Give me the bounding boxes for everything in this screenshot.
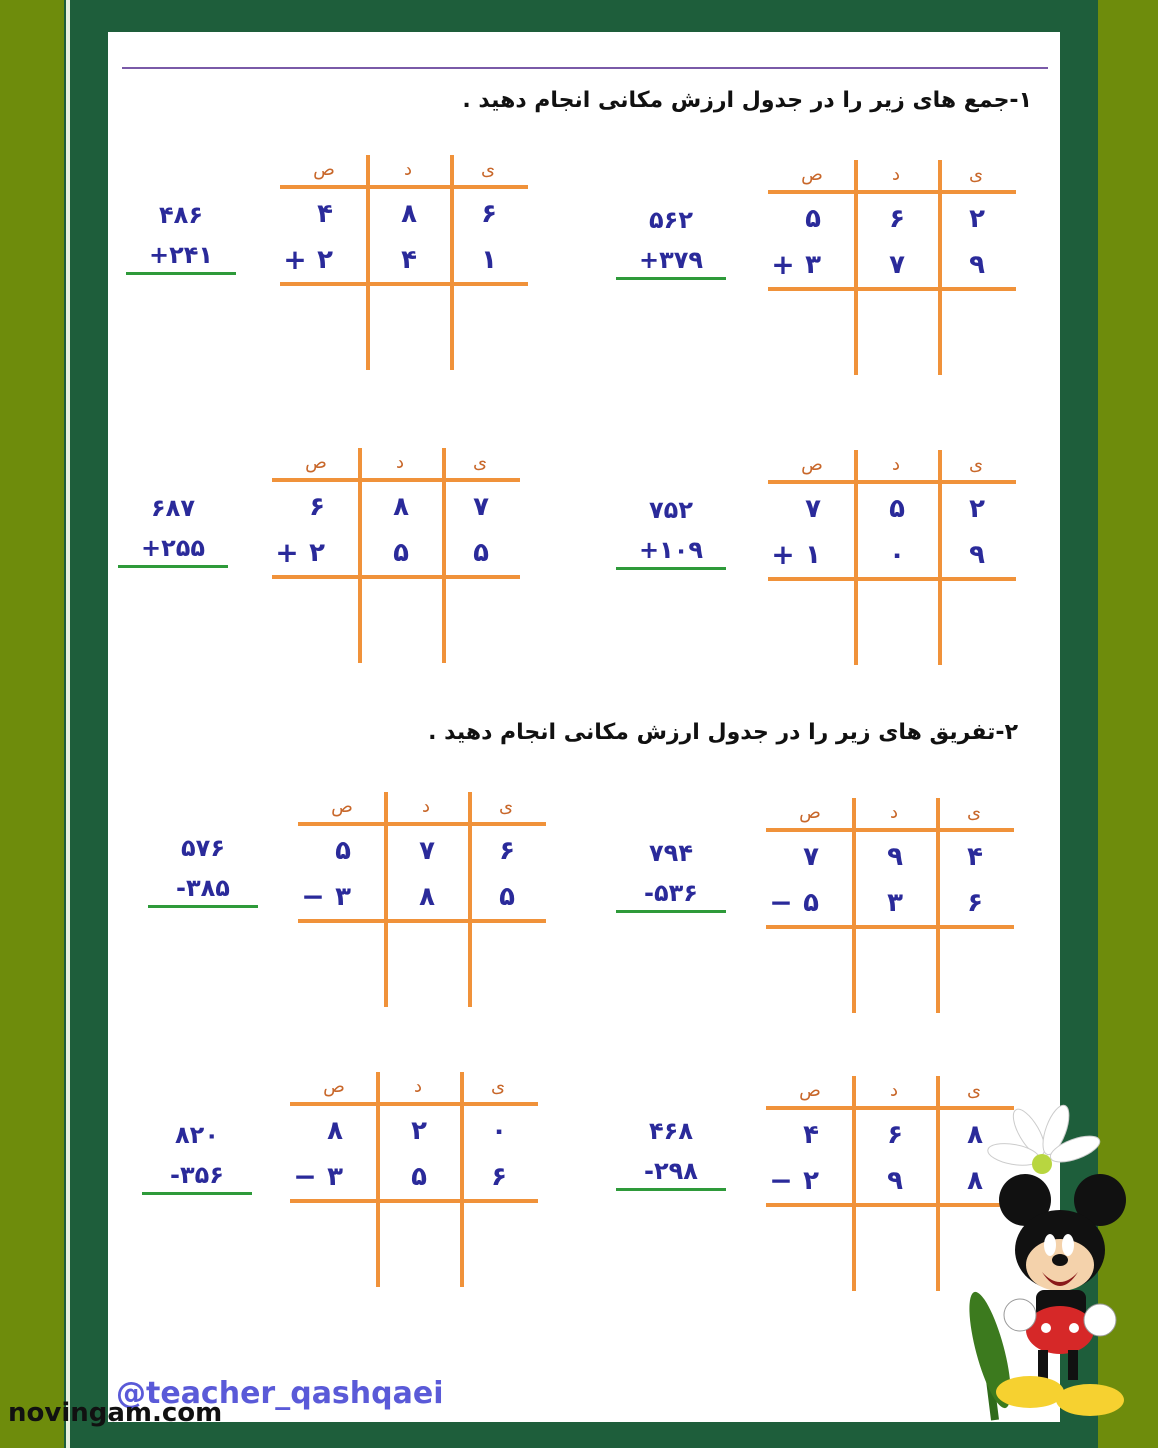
table-sum-line xyxy=(290,1199,538,1203)
top-rule xyxy=(122,67,1048,69)
top-digit: ۵ xyxy=(805,204,821,234)
place-value-table xyxy=(290,1072,540,1292)
table-sum-line xyxy=(280,282,528,286)
place-value-table xyxy=(272,448,522,668)
column-label-hundreds: ص xyxy=(801,454,823,475)
table-header-line xyxy=(290,1102,538,1106)
answer-row-blank[interactable] xyxy=(768,292,1016,372)
bottom-digit: ۱ xyxy=(805,540,821,570)
problem-underline xyxy=(142,1192,252,1195)
vertical-problem xyxy=(616,1116,726,1186)
column-label-ones: ی xyxy=(480,159,496,180)
top-digit: ۸ xyxy=(393,492,409,522)
bottom-digit: ۲ xyxy=(317,245,333,275)
frame-edge-line xyxy=(66,0,70,1448)
top-digit: ۲ xyxy=(969,494,985,524)
plus-sign: + xyxy=(771,248,795,281)
top-digit: ۷ xyxy=(803,842,819,872)
bottom-digit: ۱ xyxy=(481,245,497,275)
problem-bottom-number: -۲۹۸ xyxy=(644,1157,698,1185)
top-digit: ۲ xyxy=(411,1116,427,1146)
vertical-problem xyxy=(616,495,726,565)
top-digit: ۰ xyxy=(491,1116,507,1146)
column-label-ones: ی xyxy=(966,1080,982,1101)
answer-row-blank[interactable] xyxy=(298,924,546,1004)
top-digit: ۶ xyxy=(481,199,497,229)
place-value-table xyxy=(766,798,1016,1018)
top-digit: ۴ xyxy=(967,842,983,872)
column-label-tens: د xyxy=(421,796,430,817)
column-label-tens: د xyxy=(403,159,412,180)
top-digit: ۴ xyxy=(317,199,333,229)
column-label-hundreds: ص xyxy=(331,796,353,817)
bottom-digit: ۸ xyxy=(419,882,435,912)
table-sum-line xyxy=(298,919,546,923)
top-digit: ۹ xyxy=(887,842,903,872)
column-label-ones: ی xyxy=(968,454,984,475)
column-label-tens: د xyxy=(891,454,900,475)
table-header-line xyxy=(280,185,528,189)
table-sum-line xyxy=(768,577,1016,581)
problem-top-number: ۶۸۷ xyxy=(151,494,195,522)
bottom-digit: ۳ xyxy=(805,250,821,280)
table-header-line xyxy=(272,478,520,482)
problem-bottom-number: +۳۷۹ xyxy=(638,246,704,274)
bottom-digit: ۹ xyxy=(887,1166,903,1196)
column-label-tens: د xyxy=(889,802,898,823)
top-digit: ۷ xyxy=(805,494,821,524)
daisy-flower-icon xyxy=(986,1102,1103,1174)
bottom-digit: ۲ xyxy=(803,1166,819,1196)
bottom-digit: ۵ xyxy=(473,538,489,568)
column-label-ones: ی xyxy=(490,1076,506,1097)
column-label-hundreds: ص xyxy=(799,802,821,823)
problem-bottom-number: -۵۳۶ xyxy=(644,879,698,907)
bottom-digit: ۹ xyxy=(969,250,985,280)
minus-sign: − xyxy=(769,886,793,919)
answer-row-blank[interactable] xyxy=(272,580,520,660)
vertical-problem xyxy=(126,200,236,270)
column-label-hundreds: ص xyxy=(799,1080,821,1101)
plus-sign: + xyxy=(283,243,307,276)
top-digit: ۷ xyxy=(473,492,489,522)
place-value-table xyxy=(768,160,1018,380)
top-digit: ۶ xyxy=(309,492,325,522)
place-value-table xyxy=(298,792,548,1012)
top-digit: ۷ xyxy=(419,836,435,866)
top-digit: ۸ xyxy=(327,1116,343,1146)
table-sum-line xyxy=(766,925,1014,929)
problem-underline xyxy=(148,905,258,908)
channel-watermark: @teacher_qashqaei xyxy=(116,1376,444,1411)
bottom-digit: ۳ xyxy=(327,1162,343,1192)
bottom-digit: ۶ xyxy=(967,888,983,918)
problem-underline xyxy=(616,1188,726,1191)
problem-top-number: ۴۸۶ xyxy=(159,201,203,229)
problem-top-number: ۸۲۰ xyxy=(175,1121,219,1149)
bottom-digit: ۵ xyxy=(393,538,409,568)
vertical-problem xyxy=(616,838,726,908)
problem-bottom-number: -۳۸۵ xyxy=(176,874,230,902)
bottom-digit: ۸ xyxy=(967,1166,983,1196)
problem-bottom-number: +۱۰۹ xyxy=(638,536,704,564)
bottom-digit: ۶ xyxy=(491,1162,507,1192)
column-label-hundreds: ص xyxy=(323,1076,345,1097)
table-header-line xyxy=(298,822,546,826)
column-label-hundreds: ص xyxy=(305,452,327,473)
problem-bottom-number: -۳۵۶ xyxy=(170,1161,224,1189)
column-label-tens: د xyxy=(889,1080,898,1101)
bottom-digit: ۵ xyxy=(803,888,819,918)
answer-row-blank[interactable] xyxy=(768,582,1016,662)
minus-sign: − xyxy=(293,1160,317,1193)
column-label-ones: ی xyxy=(498,796,514,817)
table-header-line xyxy=(768,480,1016,484)
bottom-digit: ۵ xyxy=(411,1162,427,1192)
bottom-digit: ۷ xyxy=(889,250,905,280)
bottom-digit: ۲ xyxy=(309,538,325,568)
place-value-table xyxy=(768,450,1018,670)
answer-row-blank[interactable] xyxy=(280,287,528,367)
column-label-ones: ی xyxy=(472,452,488,473)
section-2-heading: ۲-تفریق های زیر را در جدول ارزش مکانی انجام دهید . xyxy=(428,720,1018,745)
table-sum-line xyxy=(768,287,1016,291)
column-label-hundreds: ص xyxy=(313,159,335,180)
vertical-problem xyxy=(118,493,228,563)
column-label-tens: د xyxy=(413,1076,422,1097)
column-label-hundreds: ص xyxy=(801,164,823,185)
bottom-digit: ۰ xyxy=(889,540,905,570)
mickey-mouse-illustration xyxy=(950,1100,1150,1430)
top-digit: ۶ xyxy=(499,836,515,866)
top-digit: ۲ xyxy=(969,204,985,234)
problem-underline xyxy=(616,567,726,570)
problem-bottom-number: +۲۴۱ xyxy=(148,241,214,269)
minus-sign: − xyxy=(769,1164,793,1197)
problem-top-number: ۷۹۴ xyxy=(649,839,693,867)
top-digit: ۶ xyxy=(887,1120,903,1150)
table-header-line xyxy=(768,190,1016,194)
problem-top-number: ۷۵۲ xyxy=(649,496,693,524)
problem-top-number: ۵۷۶ xyxy=(181,834,225,862)
vertical-problem xyxy=(142,1120,252,1190)
problem-top-number: ۵۶۲ xyxy=(649,206,693,234)
top-digit: ۸ xyxy=(401,199,417,229)
top-digit: ۵ xyxy=(889,494,905,524)
bottom-digit: ۴ xyxy=(401,245,417,275)
bottom-digit: ۹ xyxy=(969,540,985,570)
vertical-problem xyxy=(148,833,258,903)
top-digit: ۶ xyxy=(889,204,905,234)
column-label-ones: ی xyxy=(968,164,984,185)
section-1-heading: ۱-جمع های زیر را در جدول ارزش مکانی انجام دهید . xyxy=(462,88,1032,113)
site-watermark: novingam.com xyxy=(8,1398,223,1428)
top-digit: ۴ xyxy=(803,1120,819,1150)
top-digit: ۵ xyxy=(335,836,351,866)
bottom-digit: ۳ xyxy=(335,882,351,912)
problem-bottom-number: +۲۵۵ xyxy=(140,534,206,562)
place-value-table xyxy=(280,155,530,375)
answer-row-blank[interactable] xyxy=(766,930,1014,1010)
problem-underline xyxy=(118,565,228,568)
problem-top-number: ۴۶۸ xyxy=(649,1117,693,1145)
table-header-line xyxy=(766,828,1014,832)
plus-sign: + xyxy=(771,538,795,571)
vertical-problem xyxy=(616,205,726,275)
problem-underline xyxy=(126,272,236,275)
problem-underline xyxy=(616,277,726,280)
problem-underline xyxy=(616,910,726,913)
bottom-digit: ۵ xyxy=(499,882,515,912)
minus-sign: − xyxy=(301,880,325,913)
plus-sign: + xyxy=(275,536,299,569)
top-digit: ۸ xyxy=(967,1120,983,1150)
answer-row-blank[interactable] xyxy=(290,1204,538,1284)
table-sum-line xyxy=(272,575,520,579)
column-label-tens: د xyxy=(891,164,900,185)
bottom-digit: ۳ xyxy=(887,888,903,918)
column-label-tens: د xyxy=(395,452,404,473)
column-label-ones: ی xyxy=(966,802,982,823)
